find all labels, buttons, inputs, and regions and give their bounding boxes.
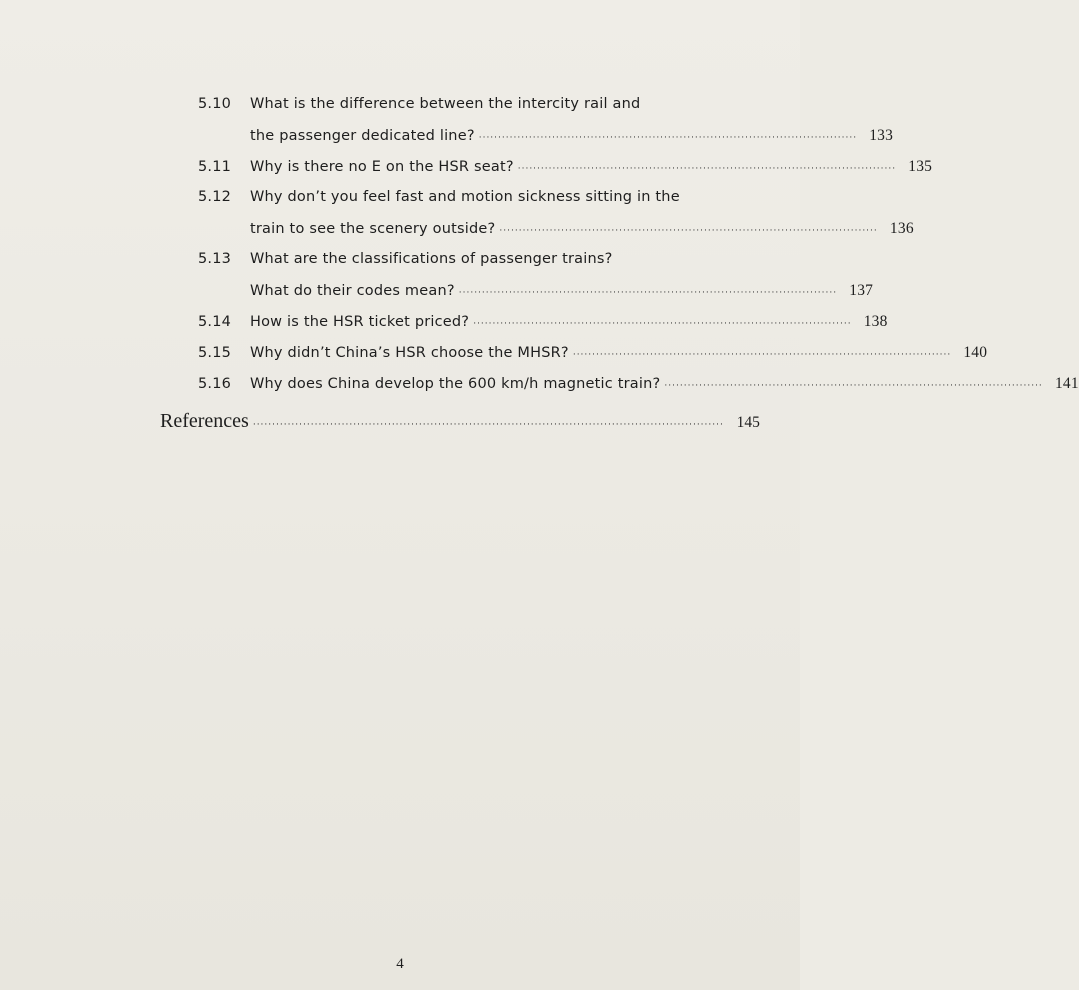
- dot-leader: ··································································································: [478, 133, 858, 143]
- toc-entry-5-15: [160, 344, 988, 375]
- entry-title: What are the classifications of passenger trains?: [250, 251, 613, 267]
- dot-leader: ··································································································: [572, 350, 952, 360]
- entry-title: Why does China develop the 600 km/h magnetic train?: [250, 376, 661, 392]
- entry-page-number: 138: [863, 313, 888, 330]
- toc-entry-5-12: [160, 189, 752, 220]
- entry-number: 5.11: [198, 159, 232, 175]
- entry-page-number: 140: [963, 344, 988, 361]
- references-page-number: 145: [736, 414, 760, 431]
- entry-page-number: 135: [908, 158, 933, 175]
- dot-leader: ··································································································: [458, 288, 838, 298]
- entry-title-continued: What do their codes mean?: [250, 283, 455, 299]
- dot-leader: ··································································································: [499, 226, 878, 236]
- entry-title: Why don’t you feel fast and motion sickness sitting in the: [250, 189, 680, 205]
- entry-title: Why didn’t China’s HSR choose the MHSR?: [250, 345, 569, 361]
- entry-title-continued: train to see the scenery outside?: [250, 221, 496, 237]
- toc-entry-5-14: [160, 313, 888, 344]
- dot-leader: ··································································································: [664, 381, 1043, 391]
- table-of-contents: [160, 96, 1079, 406]
- entry-page-number: 141: [1054, 375, 1079, 392]
- entry-number: 5.14: [198, 314, 232, 330]
- toc-entry-5-10-cont: [160, 127, 894, 158]
- toc-entry-5-10: [160, 96, 752, 127]
- dot-leader: ··································································································: [473, 319, 852, 329]
- page-footer-number: 4: [396, 956, 404, 972]
- toc-entry-5-13-cont: [160, 282, 874, 313]
- dot-leader: ··························································································································: [252, 420, 724, 430]
- entry-page-number: 133: [869, 127, 894, 144]
- entry-page-number: 136: [889, 220, 914, 237]
- references-title: References: [160, 410, 249, 432]
- entry-page-number: 137: [849, 282, 874, 299]
- entry-title-continued: the passenger dedicated line?: [250, 128, 475, 144]
- entry-number: 5.10: [198, 96, 232, 112]
- toc-entry-5-16: [160, 375, 1079, 406]
- entry-title: What is the difference between the intercity rail and: [250, 96, 641, 112]
- toc-entry-5-12-cont: [160, 220, 914, 251]
- toc-entry-5-11: [160, 158, 933, 189]
- entry-number: 5.13: [198, 251, 232, 267]
- toc-entry-5-13: [160, 251, 752, 282]
- entry-title: Why is there no E on the HSR seat?: [250, 159, 514, 175]
- entry-number: 5.12: [198, 189, 232, 205]
- entry-number: 5.16: [198, 376, 232, 392]
- toc-entry-references: [160, 410, 760, 446]
- dot-leader: ··································································································: [517, 164, 897, 174]
- entry-title: How is the HSR ticket priced?: [250, 314, 470, 330]
- entry-number: 5.15: [198, 345, 232, 361]
